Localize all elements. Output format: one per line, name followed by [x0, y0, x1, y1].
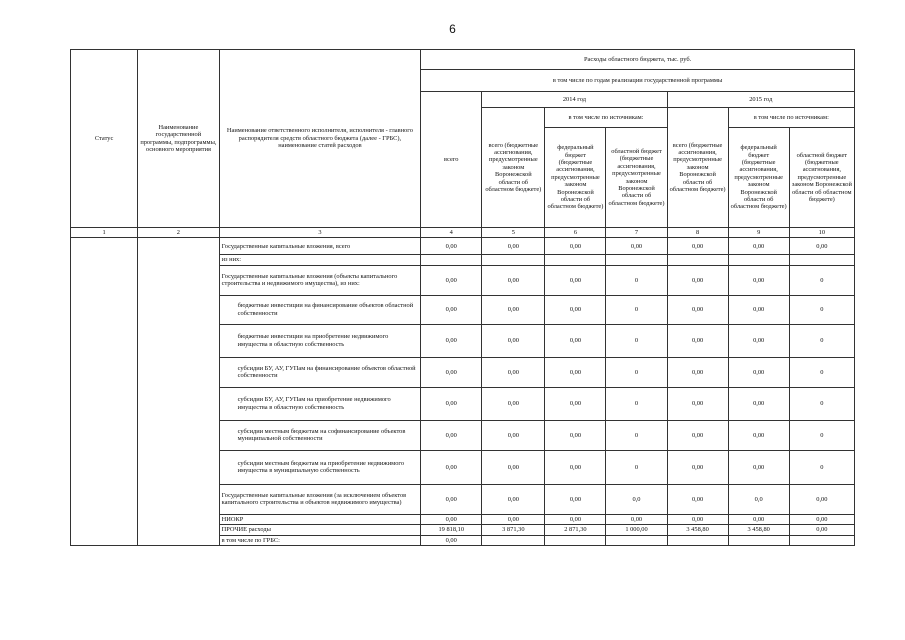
row-label: в том числе по ГРБС: — [219, 535, 421, 545]
value-cell: 0,00 — [482, 238, 545, 255]
header-expenses-title: Расходы областного бюджета, тыс. руб. — [421, 50, 855, 70]
column-numbers-row — [71, 228, 855, 238]
value-cell: 0,00 — [667, 420, 728, 450]
value-cell — [606, 535, 667, 545]
value-cell: 0,00 — [421, 295, 482, 324]
column-number: 7 — [606, 228, 667, 238]
row-label: субсидии БУ, АУ, ГУПам на финансирование объектов областной собственности — [219, 357, 421, 387]
value-cell: 0 — [606, 324, 667, 357]
value-cell: 0,00 — [421, 324, 482, 357]
header-program-name: Наименование государственной программы, подпрограммы, основного мероприятия — [138, 50, 219, 228]
value-cell: 0,00 — [667, 295, 728, 324]
value-cell: 0,00 — [482, 265, 545, 295]
header-total: всего — [421, 92, 482, 228]
row-label: субсидии БУ, АУ, ГУПам на приобретение недвижимого имущества в областную собственность — [219, 387, 421, 420]
value-cell — [667, 535, 728, 545]
row-label: субсидии местным бюджетам на приобретение недвижимого имущества в муниципальную собственность — [219, 450, 421, 484]
value-cell: 0,00 — [482, 324, 545, 357]
value-cell: 3 458,80 — [667, 525, 728, 535]
header-year-2015: 2015 год — [667, 92, 854, 108]
value-cell: 0,00 — [728, 387, 789, 420]
value-cell: 0,00 — [728, 420, 789, 450]
value-cell: 1 000,00 — [606, 525, 667, 535]
value-cell: 0,00 — [545, 324, 606, 357]
header-total-budget-2014: всего (бюджетные ассигнования, предусмотренные законом Воронежской области об областном бюджете) — [482, 108, 545, 228]
value-cell: 0,00 — [789, 484, 854, 514]
value-cell: 0,00 — [667, 484, 728, 514]
value-cell: 0 — [789, 324, 854, 357]
value-cell: 0,00 — [421, 514, 482, 524]
row-label: субсидии местным бюджетам на софинансирование объектов муниципальной собственности — [219, 420, 421, 450]
value-cell: 0,00 — [789, 514, 854, 524]
value-cell: 2 871,30 — [545, 525, 606, 535]
value-cell — [545, 255, 606, 265]
value-cell: 0,00 — [728, 295, 789, 324]
value-cell: 0,00 — [421, 387, 482, 420]
value-cell: 0 — [606, 265, 667, 295]
value-cell — [545, 535, 606, 545]
value-cell: 3 871,30 — [482, 525, 545, 535]
value-cell: 0,00 — [545, 295, 606, 324]
value-cell: 0,00 — [545, 484, 606, 514]
value-cell: 0,00 — [545, 238, 606, 255]
value-cell: 0,00 — [545, 387, 606, 420]
table-row — [71, 238, 855, 255]
value-cell: 0,0 — [606, 484, 667, 514]
value-cell: 0,00 — [421, 450, 482, 484]
value-cell — [728, 255, 789, 265]
value-cell: 0 — [789, 450, 854, 484]
value-cell: 0,00 — [545, 265, 606, 295]
column-number: 2 — [138, 228, 219, 238]
page-number: 6 — [449, 22, 456, 36]
value-cell — [789, 255, 854, 265]
header-sources-2014: в том числе по источникам: — [545, 108, 667, 128]
row-label: Государственные капитальные вложения (объекты капитального строительства и недвижимого имущества), из них: — [219, 265, 421, 295]
value-cell: 0,00 — [728, 238, 789, 255]
value-cell: 0 — [606, 295, 667, 324]
value-cell: 0,00 — [482, 484, 545, 514]
value-cell: 0,00 — [728, 324, 789, 357]
value-cell: 0,00 — [545, 357, 606, 387]
value-cell: 0,00 — [667, 238, 728, 255]
value-cell: 0,00 — [421, 238, 482, 255]
value-cell: 0 — [606, 420, 667, 450]
status-cell — [71, 238, 138, 546]
header-status: Статус — [71, 50, 138, 228]
value-cell: 0,00 — [545, 420, 606, 450]
value-cell: 0,00 — [421, 265, 482, 295]
value-cell: 0,00 — [482, 420, 545, 450]
value-cell: 0,00 — [421, 357, 482, 387]
value-cell: 0,00 — [606, 514, 667, 524]
value-cell: 0,00 — [482, 514, 545, 524]
value-cell: 0 — [606, 387, 667, 420]
value-cell: 0,00 — [728, 514, 789, 524]
column-number: 9 — [728, 228, 789, 238]
row-label: Государственные капитальные вложения, всего — [219, 238, 421, 255]
value-cell: 0,00 — [482, 295, 545, 324]
row-label: НИОКР — [219, 514, 421, 524]
value-cell — [482, 255, 545, 265]
row-label: из них: — [219, 255, 421, 265]
column-number: 10 — [789, 228, 854, 238]
value-cell: 3 458,80 — [728, 525, 789, 535]
value-cell — [482, 535, 545, 545]
value-cell — [606, 255, 667, 265]
value-cell: 0,00 — [789, 525, 854, 535]
value-cell: 0,00 — [545, 514, 606, 524]
column-number: 8 — [667, 228, 728, 238]
value-cell: 0,00 — [482, 450, 545, 484]
column-number: 5 — [482, 228, 545, 238]
value-cell: 0,00 — [667, 450, 728, 484]
value-cell: 0,00 — [667, 265, 728, 295]
value-cell: 0,00 — [606, 238, 667, 255]
header-executor: Наименование ответственного исполнителя, исполнителя - главного распорядителя средств областного бюджета (далее - ГРБС), наименование статей расходов — [219, 50, 421, 228]
column-number: 3 — [219, 228, 421, 238]
value-cell: 0 — [606, 450, 667, 484]
value-cell: 0,00 — [667, 387, 728, 420]
value-cell: 0,00 — [728, 450, 789, 484]
value-cell: 0,0 — [728, 484, 789, 514]
header-federal-2015: федеральный бюджет (бюджетные ассигнования, предусмотренные законом Воронежской области об областном бюджете) — [728, 128, 789, 228]
row-label: Государственные капитальные вложения (за исключением объектов капитального строительства и объектов недвижимого имущества) — [219, 484, 421, 514]
value-cell: 0,00 — [482, 357, 545, 387]
column-number: 1 — [71, 228, 138, 238]
header-year-2014: 2014 год — [482, 92, 667, 108]
row-label: бюджетные инвестиции на финансирование объектов областной собственности — [219, 295, 421, 324]
budget-table — [70, 49, 855, 546]
row-label: ПРОЧИЕ расходы — [219, 525, 421, 535]
value-cell — [421, 255, 482, 265]
value-cell: 0 — [789, 420, 854, 450]
header-federal-2014: федеральный бюджет (бюджетные ассигнования, предусмотренные законом Воронежской области об областном бюджете) — [545, 128, 606, 228]
value-cell: 0,00 — [728, 357, 789, 387]
value-cell: 0,00 — [421, 535, 482, 545]
column-number: 6 — [545, 228, 606, 238]
value-cell: 0,00 — [482, 387, 545, 420]
value-cell: 0 — [606, 357, 667, 387]
header-total-budget-2015: всего (бюджетные ассигнования, предусмотренные законом Воронежской области об областном бюджете) — [667, 108, 728, 228]
row-label: бюджетные инвестиции на приобретение недвижимого имущества в областную собственность — [219, 324, 421, 357]
value-cell: 0 — [789, 387, 854, 420]
header-regional-2014: областной бюджет (бюджетные ассигнования, предусмотренные законом Воронежской области об областном бюджете) — [606, 128, 667, 228]
value-cell: 0 — [789, 357, 854, 387]
value-cell: 0 — [789, 265, 854, 295]
value-cell: 0,00 — [728, 265, 789, 295]
value-cell: 0 — [789, 295, 854, 324]
value-cell: 19 818,10 — [421, 525, 482, 535]
column-number: 4 — [421, 228, 482, 238]
value-cell: 0,00 — [667, 324, 728, 357]
value-cell: 0,00 — [667, 357, 728, 387]
value-cell: 0,00 — [421, 484, 482, 514]
program-cell — [138, 238, 219, 546]
value-cell — [789, 535, 854, 545]
value-cell: 0,00 — [545, 450, 606, 484]
value-cell — [667, 255, 728, 265]
header-sources-2015: в том числе по источникам: — [728, 108, 854, 128]
value-cell: 0,00 — [421, 420, 482, 450]
value-cell — [728, 535, 789, 545]
value-cell: 0,00 — [789, 238, 854, 255]
value-cell: 0,00 — [667, 514, 728, 524]
header-by-years: в том числе по годам реализации государственной программы — [421, 70, 855, 92]
header-regional-2015: областной бюджет (бюджетные ассигнования, предусмотренные законом Воронежской области об областном бюджете) — [789, 128, 854, 228]
